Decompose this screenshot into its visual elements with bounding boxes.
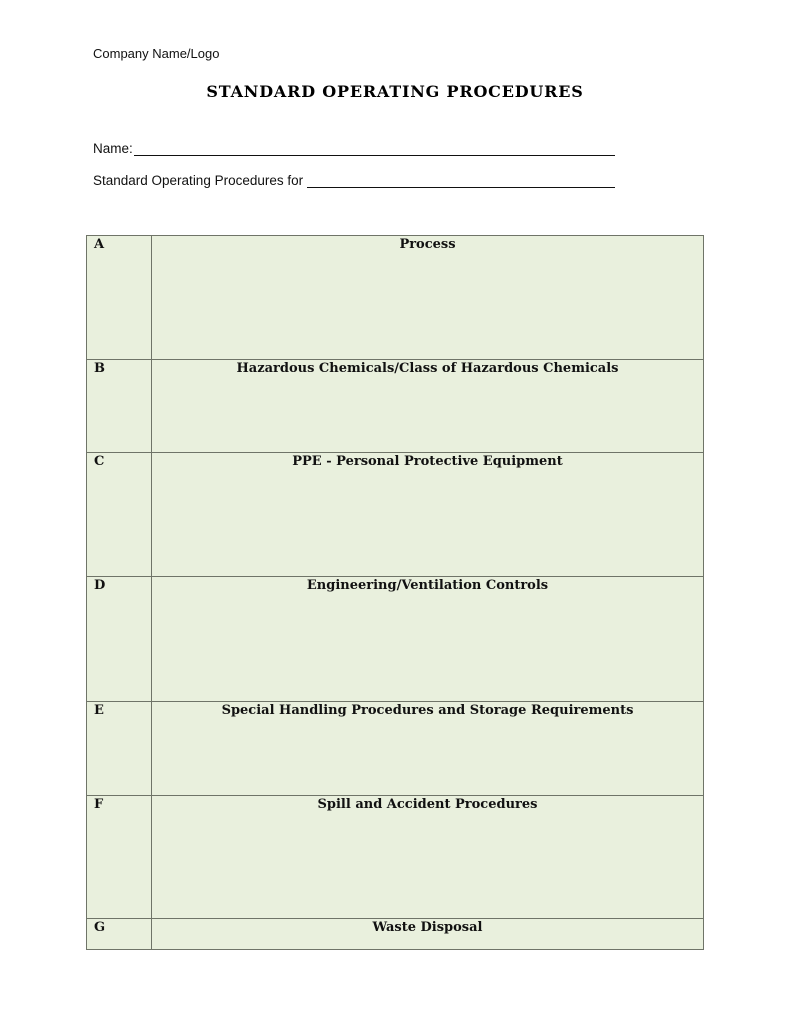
- section-row-g: [87, 919, 704, 950]
- section-heading-special-handling[interactable]: Special Handling Procedures and Storage Requirements: [152, 702, 704, 796]
- section-heading-process[interactable]: Process: [152, 236, 704, 360]
- section-letter: E: [87, 702, 152, 796]
- name-input-line[interactable]: [134, 141, 615, 156]
- name-field-row: [93, 141, 615, 156]
- section-heading-engineering-controls[interactable]: Engineering/Ventilation Controls: [152, 577, 704, 702]
- section-heading-waste-disposal[interactable]: Waste Disposal: [152, 919, 704, 950]
- section-heading-spill-procedures[interactable]: Spill and Accident Procedures: [152, 796, 704, 919]
- name-label: Name:: [93, 141, 133, 156]
- section-letter: C: [87, 453, 152, 577]
- section-row-e: [87, 702, 704, 796]
- section-heading-ppe[interactable]: PPE - Personal Protective Equipment: [152, 453, 704, 577]
- section-row-a: [87, 236, 704, 360]
- sop-for-input-line[interactable]: [307, 173, 615, 188]
- section-letter: A: [87, 236, 152, 360]
- document-title: STANDARD OPERATING PROCEDURES: [206, 82, 584, 101]
- section-letter: G: [87, 919, 152, 950]
- sop-for-field-row: [93, 173, 615, 188]
- section-row-f: [87, 796, 704, 919]
- section-heading-hazardous-chemicals[interactable]: Hazardous Chemicals/Class of Hazardous Chemicals: [152, 360, 704, 453]
- company-name-logo: Company Name/Logo: [93, 46, 220, 61]
- section-row-c: [87, 453, 704, 577]
- section-letter: F: [87, 796, 152, 919]
- sop-for-label: Standard Operating Procedures for: [93, 173, 304, 188]
- section-letter: D: [87, 577, 152, 702]
- section-letter: B: [87, 360, 152, 453]
- sop-sections-table: [86, 235, 704, 950]
- section-row-d: [87, 577, 704, 702]
- section-row-b: [87, 360, 704, 453]
